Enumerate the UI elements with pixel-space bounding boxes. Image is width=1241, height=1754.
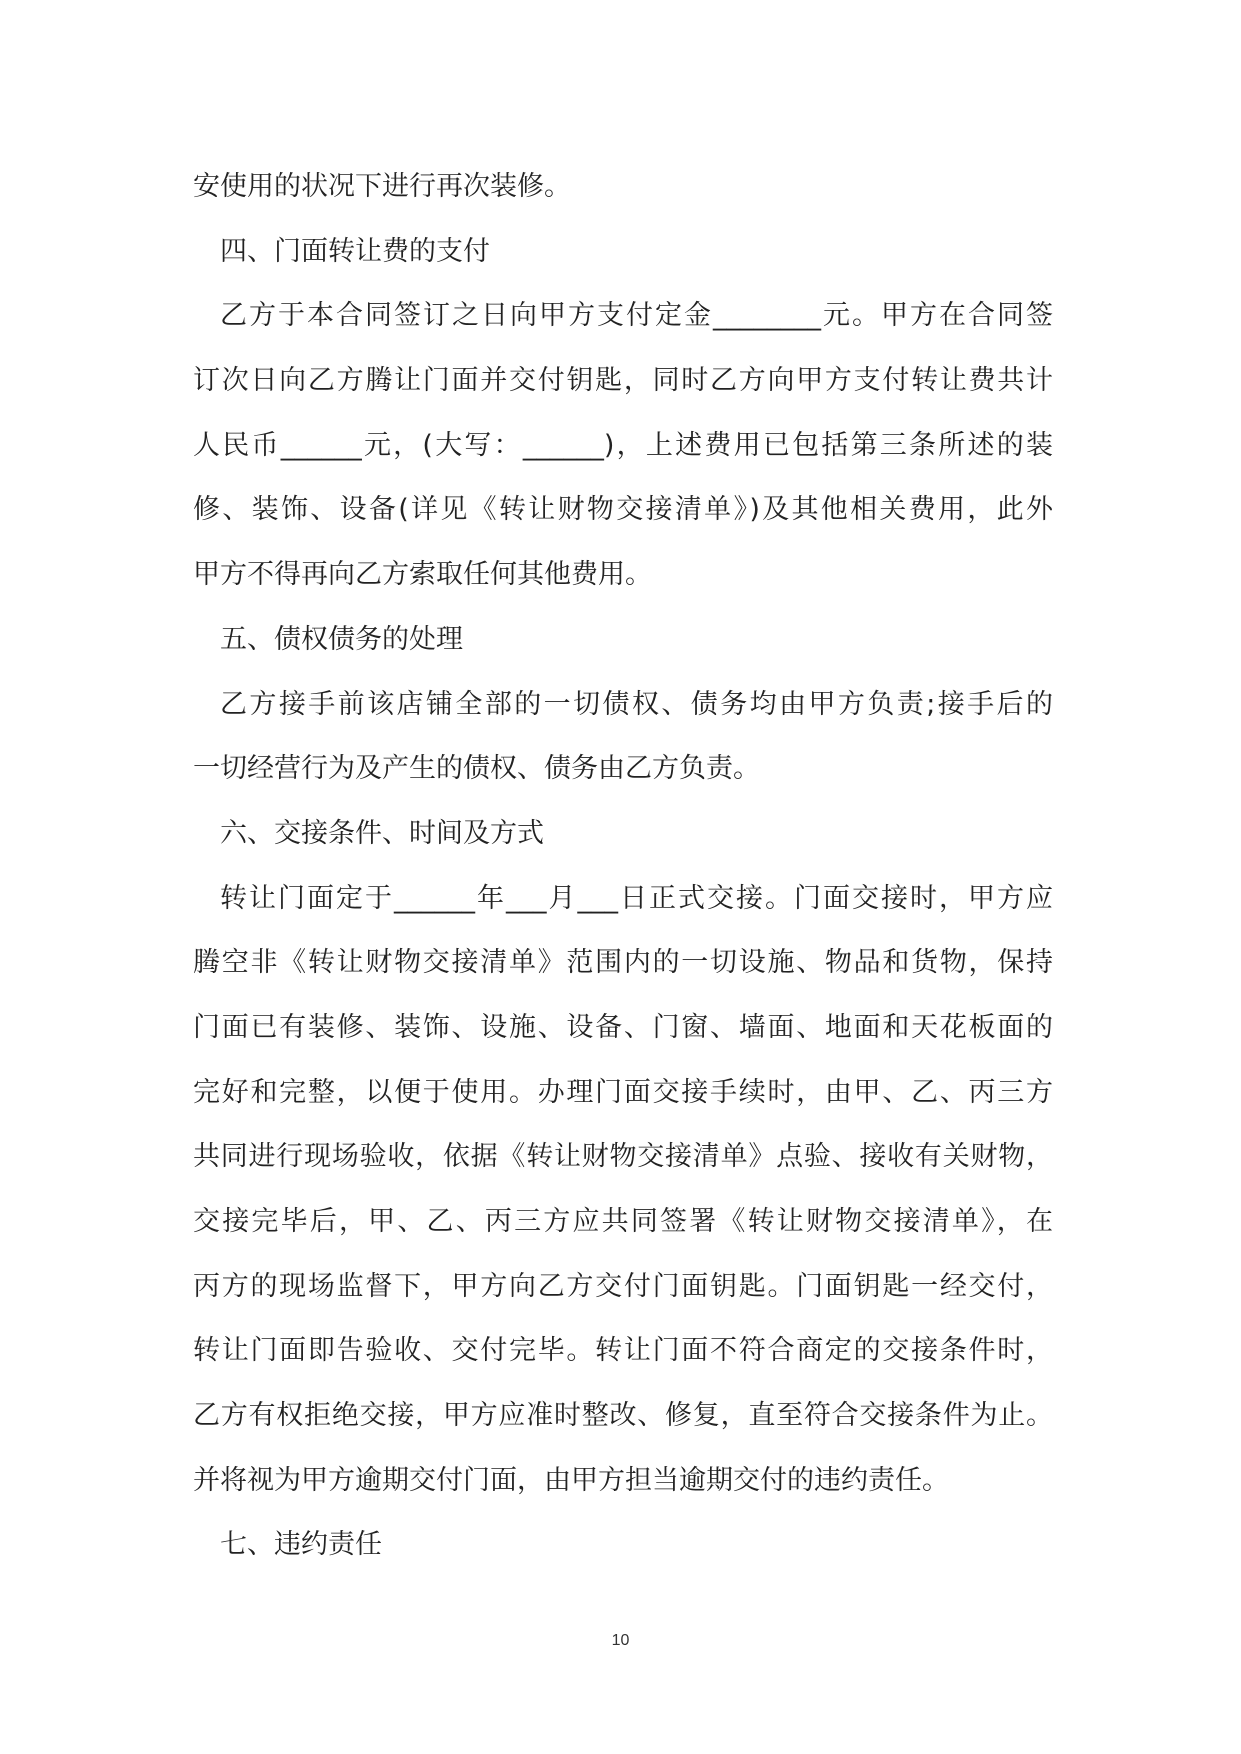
text-line: 转让门面即告验收、交付完毕。转让门面不符合商定的交接条件时，: [193, 1335, 1053, 1367]
text-line: 修、装饰、设备(详见《转让财物交接清单》)及其他相关费用，此外: [193, 494, 1053, 526]
text-line: 订次日向乙方腾让门面并交付钥匙，同时乙方向甲方支付转让费共计: [193, 365, 1053, 397]
text-line: 七、违约责任: [220, 1529, 382, 1561]
text-line: 丙方的现场监督下，甲方向乙方交付门面钥匙。门面钥匙一经交付，: [193, 1270, 1053, 1302]
text-line: 甲方不得再向乙方索取任何其他费用。: [193, 559, 652, 591]
text-line: 一切经营行为及产生的债权、债务由乙方负责。: [193, 753, 760, 785]
text-line: 交接完毕后，甲、乙、丙三方应共同签署《转让财物交接清单》，在: [193, 1206, 1053, 1237]
page-number: 10: [611, 1632, 630, 1649]
text-line: 乙方于本合同签订之日向甲方支付定金________元。甲方在合同签: [220, 300, 1053, 332]
text-line: 乙方接手前该店铺全部的一切债权、债务均由甲方负责;接手后的: [220, 688, 1053, 720]
text-line: 转让门面定于______年___月___日正式交接。门面交接时，甲方应: [220, 882, 1053, 914]
text-line: 五、债权债务的处理: [220, 623, 463, 655]
text-line: 四、门面转让费的支付: [220, 235, 490, 267]
text-line: 腾空非《转让财物交接清单》范围内的一切设施、物品和货物，保持: [193, 947, 1053, 979]
text-line: 安使用的状况下进行再次装修。: [193, 171, 571, 202]
text-line: 六、交接条件、时间及方式: [220, 817, 544, 849]
text-line: 门面已有装修、装饰、设施、设备、门窗、墙面、地面和天花板面的: [193, 1011, 1053, 1043]
text-line: 共同进行现场验收，依据《转让财物交接清单》点验、接收有关财物，: [193, 1141, 1053, 1173]
text-line: 乙方有权拒绝交接，甲方应准时整改、修复，直至符合交接条件为止。: [193, 1400, 1053, 1432]
text-line: 完好和完整，以便于使用。办理门面交接手续时，由甲、乙、丙三方: [193, 1076, 1053, 1108]
text-line: 并将视为甲方逾期交付门面，由甲方担当逾期交付的违约责任。: [193, 1464, 949, 1496]
text-line: 人民币______元，(大写：______)，上述费用已包括第三条所述的装: [193, 429, 1053, 461]
document-body: [193, 155, 1053, 1578]
